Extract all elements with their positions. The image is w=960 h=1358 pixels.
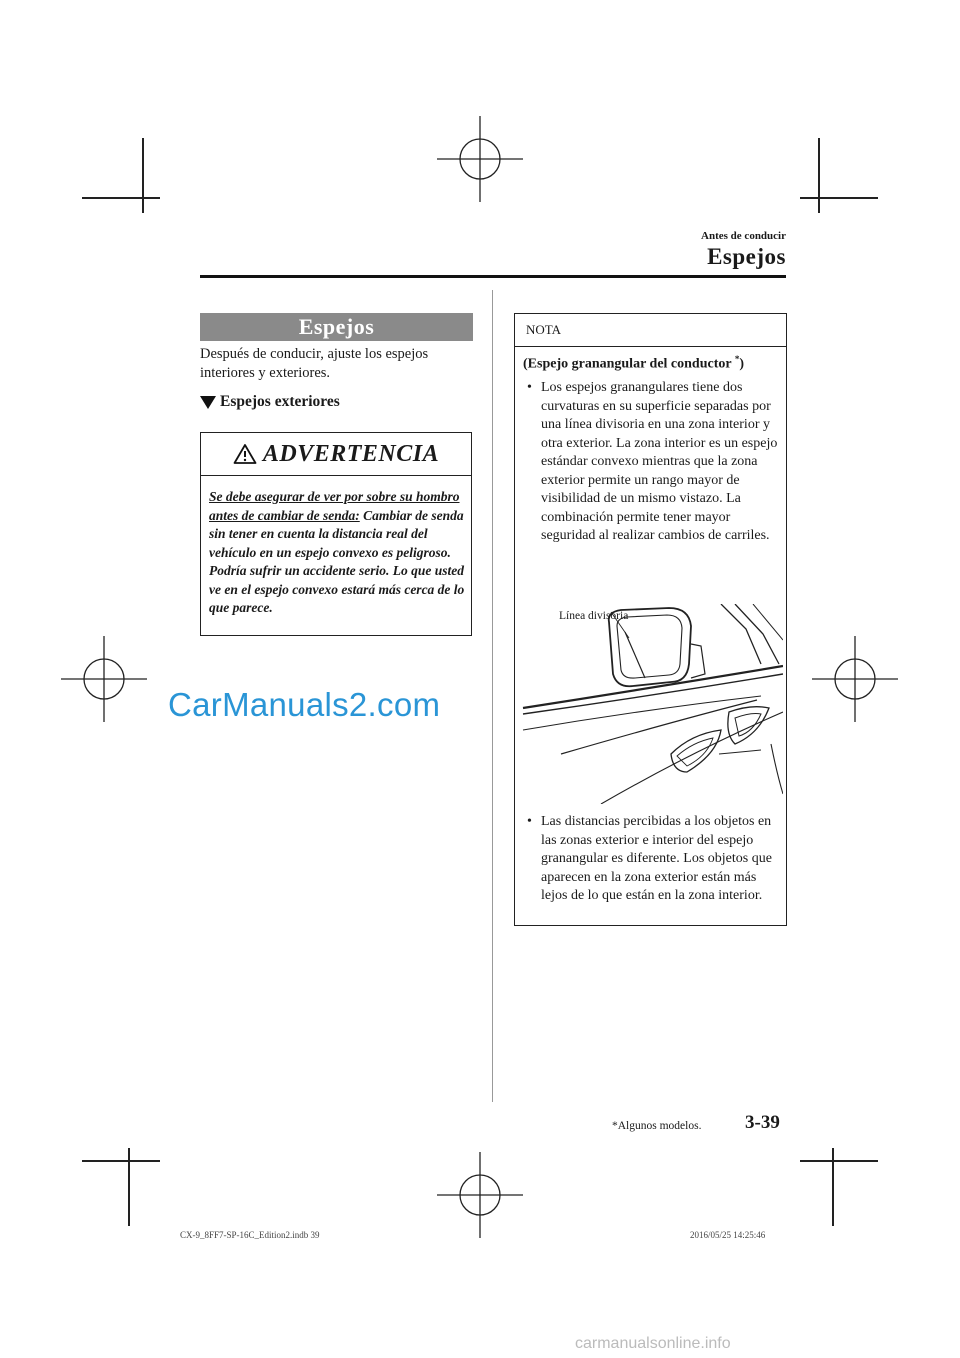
note-box: [514, 313, 787, 926]
crop-mark: [142, 138, 144, 213]
mirror-figure: [521, 604, 783, 804]
subheading: [200, 393, 340, 411]
header-title: Espejos: [707, 244, 786, 269]
header-section: Antes de conducir: [701, 230, 786, 242]
note-header: [515, 314, 786, 347]
warning-text: [209, 488, 467, 618]
note-title: NOTA: [526, 322, 562, 337]
bullet-text: Las distancias percibidas a los objetos en las zonas exterior e interior del espejo granangular es diferente. Los objetos que aparecen en la zona exterior están más lejos de lo que están en la zona interior.: [541, 814, 772, 903]
crop-mark: [800, 1160, 878, 1162]
asterisk-mark: *: [734, 354, 740, 364]
footnote: *Algunos modelos.: [612, 1120, 702, 1132]
warning-body: Cambiar de senda sin tener en cuenta la distancia real del vehículo en un espejo convexo es peligroso. Podría sufrir un accidente serio. Lo que usted ve en el espejo convexo estará más cerca de lo que parece.: [209, 507, 465, 615]
site-watermark: carmanualsonline.info: [575, 1335, 731, 1352]
registration-mark-icon: [61, 636, 147, 722]
registration-mark-icon: [812, 636, 898, 722]
warning-icon: [233, 443, 257, 465]
print-file-name: CX-9_8FF7-SP-16C_Edition2.indb 39: [180, 1230, 320, 1240]
crop-mark: [82, 1160, 160, 1162]
warning-header: [201, 433, 471, 476]
intro-paragraph: Después de conducir, ajuste los espejos interiores y exteriores.: [200, 346, 429, 381]
registration-mark-icon: [437, 1152, 523, 1238]
triangle-down-icon: [200, 396, 216, 409]
bullet-dot: •: [527, 380, 532, 395]
crop-mark: [82, 197, 160, 199]
crop-mark: [832, 1148, 834, 1226]
note-bullet: [525, 813, 783, 906]
warning-box: [200, 432, 472, 636]
note-subheading: (Espejo granangular del conductor *): [523, 354, 745, 372]
page-number: 3-39: [745, 1112, 780, 1133]
subheading-text: Espejos exteriores: [220, 393, 340, 410]
figure-label: Línea divisoria: [559, 610, 629, 622]
crop-mark: [818, 138, 820, 213]
column-divider: [492, 290, 493, 1102]
warning-title: ADVERTENCIA: [262, 440, 440, 467]
bullet-dot: •: [527, 814, 532, 829]
print-date: 2016/05/25 14:25:46: [690, 1230, 766, 1240]
registration-mark-icon: [437, 116, 523, 202]
header-rule: [200, 275, 786, 278]
crop-mark: [800, 197, 878, 199]
watermark-logo: CarManuals2.com: [168, 686, 441, 723]
note-bullet: [525, 379, 783, 546]
bullet-text: Los espejos granangulares tiene dos curvaturas en su superficie separadas por una línea divisoria en una zona interior y otra exterior. La zona interior es un espejo estándar convexo mientras que la zona exterior permite un rango mayor de visibilidad de un mismo vistazo. La combinación permite tener mayor seguridad al realizar cambios de carriles.: [541, 380, 778, 543]
warning-underlined: Se debe asegurar de ver por sobre su hombro antes de cambiar de senda:: [209, 489, 460, 523]
section-banner: Espejos: [200, 313, 473, 341]
crop-mark: [128, 1148, 130, 1226]
